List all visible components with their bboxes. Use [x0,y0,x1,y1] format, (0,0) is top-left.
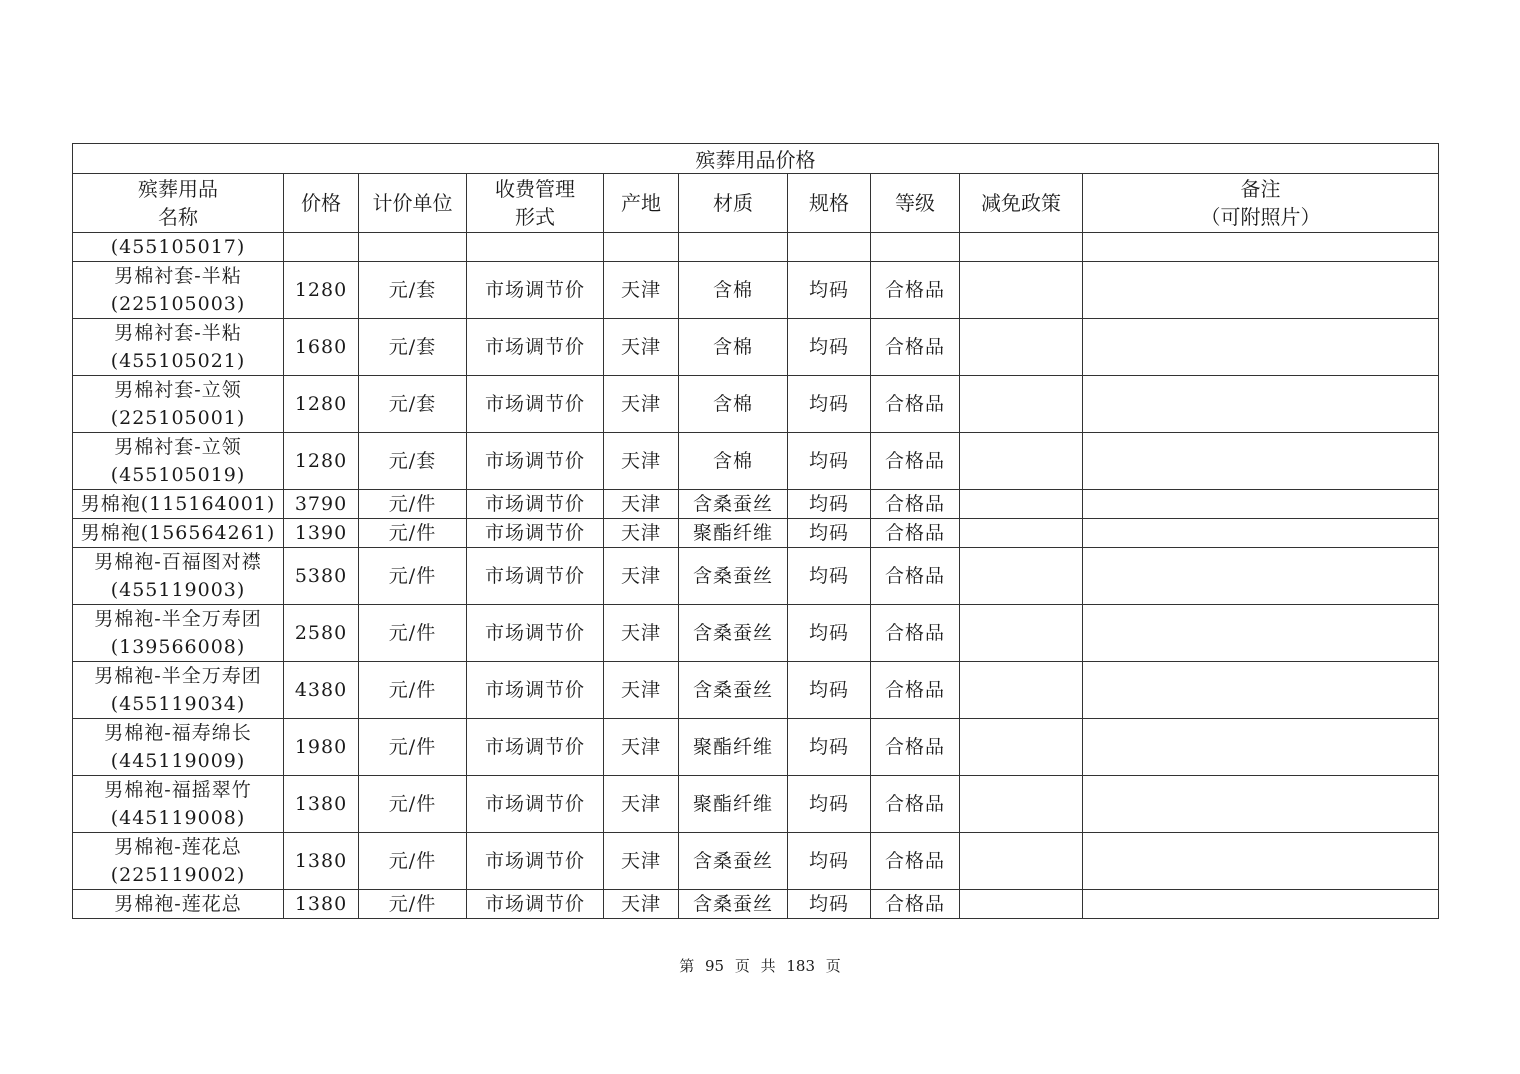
cell-origin [604,233,679,262]
table-row [73,548,1439,605]
cell-name: 男棉袍-半全万寿团 (455119034) [73,662,284,719]
cell-material: 含棉 [679,433,788,490]
table-row [73,890,1439,919]
cell-policy [960,233,1083,262]
cell-mgmt: 市场调节价 [467,548,604,605]
cell-unit: 元/件 [359,776,467,833]
cell-spec: 均码 [788,605,871,662]
cell-grade: 合格品 [871,262,960,319]
table-row [73,490,1439,519]
cell-origin: 天津 [604,833,679,890]
cell-mgmt: 市场调节价 [467,433,604,490]
cell-name: 男棉袍-莲花总 (225119002) [73,833,284,890]
table-row [73,662,1439,719]
cell-name: 男棉袍-福摇翠竹 (445119008) [73,776,284,833]
cell-origin: 天津 [604,719,679,776]
cell-unit: 元/件 [359,490,467,519]
cell-grade: 合格品 [871,519,960,548]
header-note: 备注 （可附照片） [1083,174,1439,233]
cell-origin: 天津 [604,433,679,490]
cell-mgmt: 市场调节价 [467,719,604,776]
cell-material: 含桑蚕丝 [679,490,788,519]
cell-policy [960,519,1083,548]
cell-material: 含桑蚕丝 [679,662,788,719]
cell-mgmt: 市场调节价 [467,833,604,890]
cell-price: 3790 [284,490,359,519]
cell-name: 男棉袍-福寿绵长 (445119009) [73,719,284,776]
cell-material: 含桑蚕丝 [679,833,788,890]
cell-note [1083,605,1439,662]
cell-note [1083,890,1439,919]
cell-policy [960,376,1083,433]
cell-spec: 均码 [788,719,871,776]
header-grade: 等级 [871,174,960,233]
table-row [73,833,1439,890]
cell-policy [960,662,1083,719]
cell-unit: 元/套 [359,262,467,319]
cell-origin: 天津 [604,319,679,376]
cell-spec: 均码 [788,262,871,319]
header-material: 材质 [679,174,788,233]
cell-material: 聚酯纤维 [679,776,788,833]
cell-policy [960,719,1083,776]
cell-policy [960,262,1083,319]
table-row [73,233,1439,262]
cell-price: 4380 [284,662,359,719]
cell-price [284,233,359,262]
cell-name: 男棉袍-半全万寿团 (139566008) [73,605,284,662]
cell-spec: 均码 [788,319,871,376]
table-row [73,319,1439,376]
header-row [73,174,1439,233]
cell-price: 5380 [284,548,359,605]
cell-origin: 天津 [604,519,679,548]
table-row [73,605,1439,662]
cell-price: 1390 [284,519,359,548]
cell-grade: 合格品 [871,548,960,605]
cell-origin: 天津 [604,490,679,519]
cell-note [1083,262,1439,319]
cell-note [1083,548,1439,605]
cell-grade: 合格品 [871,776,960,833]
header-policy: 减免政策 [960,174,1083,233]
cell-policy [960,776,1083,833]
cell-material: 含棉 [679,319,788,376]
cell-name: 男棉衬套-立领 (455105019) [73,433,284,490]
header-mgmt: 收费管理 形式 [467,174,604,233]
cell-mgmt [467,233,604,262]
cell-unit: 元/套 [359,433,467,490]
cell-grade: 合格品 [871,719,960,776]
cell-name: 男棉袍-百福图对襟 (455119003) [73,548,284,605]
cell-grade: 合格品 [871,890,960,919]
cell-policy [960,833,1083,890]
cell-origin: 天津 [604,548,679,605]
cell-material: 含桑蚕丝 [679,605,788,662]
cell-origin: 天津 [604,776,679,833]
cell-policy [960,433,1083,490]
cell-spec: 均码 [788,833,871,890]
cell-spec: 均码 [788,490,871,519]
cell-origin: 天津 [604,662,679,719]
cell-note [1083,719,1439,776]
cell-material: 含桑蚕丝 [679,890,788,919]
cell-mgmt: 市场调节价 [467,519,604,548]
cell-note [1083,319,1439,376]
cell-unit: 元/件 [359,548,467,605]
cell-price: 1380 [284,833,359,890]
cell-unit: 元/套 [359,376,467,433]
cell-policy [960,605,1083,662]
cell-unit: 元/件 [359,605,467,662]
header-unit: 计价单位 [359,174,467,233]
table-row [73,776,1439,833]
cell-name: 男棉袍(115164001) [73,490,284,519]
cell-price: 1980 [284,719,359,776]
table-row [73,519,1439,548]
cell-mgmt: 市场调节价 [467,319,604,376]
cell-grade: 合格品 [871,319,960,376]
cell-note [1083,233,1439,262]
cell-spec: 均码 [788,548,871,605]
cell-note [1083,490,1439,519]
cell-price: 1380 [284,890,359,919]
cell-name: 男棉袍(156564261) [73,519,284,548]
cell-grade: 合格品 [871,433,960,490]
cell-material: 含棉 [679,262,788,319]
cell-price: 1280 [284,376,359,433]
cell-price: 1280 [284,433,359,490]
table-row [73,433,1439,490]
cell-note [1083,376,1439,433]
cell-unit: 元/件 [359,519,467,548]
cell-material: 含棉 [679,376,788,433]
table-row [73,262,1439,319]
cell-grade: 合格品 [871,662,960,719]
cell-price: 1280 [284,262,359,319]
cell-spec: 均码 [788,890,871,919]
cell-name: 男棉衬套-立领 (225105001) [73,376,284,433]
cell-note [1083,519,1439,548]
cell-unit: 元/件 [359,890,467,919]
cell-unit: 元/件 [359,662,467,719]
cell-mgmt: 市场调节价 [467,890,604,919]
cell-unit: 元/件 [359,719,467,776]
cell-origin: 天津 [604,605,679,662]
cell-material [679,233,788,262]
cell-grade: 合格品 [871,833,960,890]
cell-mgmt: 市场调节价 [467,376,604,433]
cell-grade: 合格品 [871,490,960,519]
cell-unit [359,233,467,262]
cell-unit: 元/套 [359,319,467,376]
cell-mgmt: 市场调节价 [467,262,604,319]
cell-price: 1380 [284,776,359,833]
cell-policy [960,490,1083,519]
cell-note [1083,833,1439,890]
cell-name: 男棉衬套-半粘 (455105021) [73,319,284,376]
cell-spec: 均码 [788,519,871,548]
cell-mgmt: 市场调节价 [467,662,604,719]
cell-material: 含桑蚕丝 [679,548,788,605]
cell-spec: 均码 [788,662,871,719]
cell-policy [960,890,1083,919]
cell-grade [871,233,960,262]
cell-origin: 天津 [604,890,679,919]
table-title: 殡葬用品价格 [73,144,1439,174]
cell-price: 2580 [284,605,359,662]
table-row [73,719,1439,776]
cell-origin: 天津 [604,262,679,319]
cell-spec: 均码 [788,433,871,490]
cell-grade: 合格品 [871,605,960,662]
header-spec: 规格 [788,174,871,233]
cell-mgmt: 市场调节价 [467,490,604,519]
table-row [73,376,1439,433]
cell-policy [960,548,1083,605]
header-price: 价格 [284,174,359,233]
cell-material: 聚酯纤维 [679,519,788,548]
cell-spec [788,233,871,262]
cell-name: 男棉袍-莲花总 [73,890,284,919]
cell-note [1083,662,1439,719]
cell-unit: 元/件 [359,833,467,890]
cell-note [1083,433,1439,490]
cell-mgmt: 市场调节价 [467,605,604,662]
header-name: 殡葬用品 名称 [73,174,284,233]
header-origin: 产地 [604,174,679,233]
cell-price: 1680 [284,319,359,376]
cell-name: (455105017) [73,233,284,262]
cell-spec: 均码 [788,376,871,433]
cell-name: 男棉衬套-半粘 (225105003) [73,262,284,319]
price-table [72,143,1439,919]
cell-mgmt: 市场调节价 [467,776,604,833]
cell-origin: 天津 [604,376,679,433]
cell-grade: 合格品 [871,376,960,433]
cell-material: 聚酯纤维 [679,719,788,776]
cell-spec: 均码 [788,776,871,833]
cell-note [1083,776,1439,833]
page-footer: 第 95 页 共 183 页 [679,957,841,975]
cell-policy [960,319,1083,376]
